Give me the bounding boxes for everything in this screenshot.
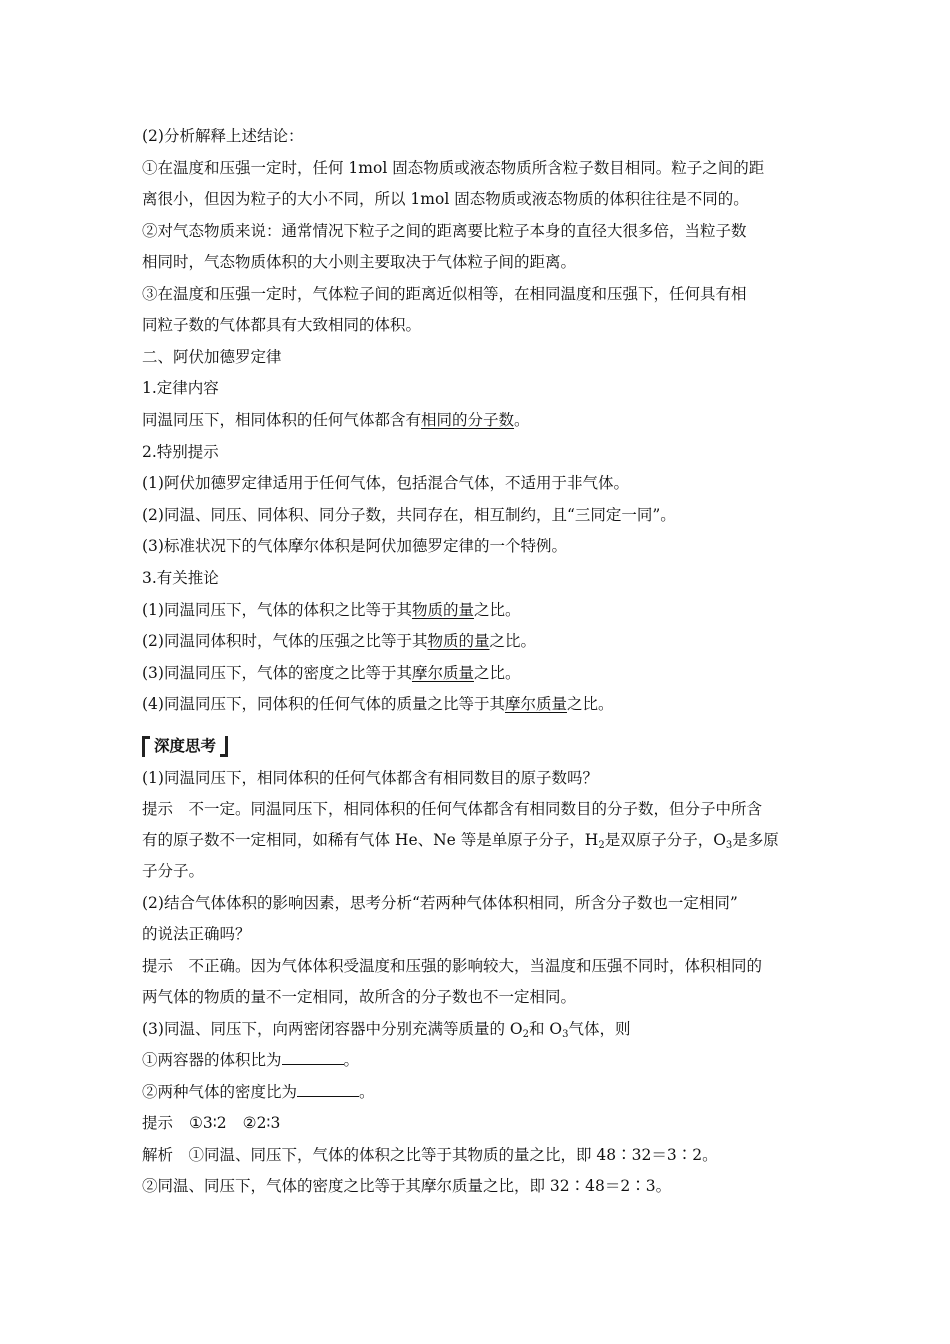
inference-end: 之比。 bbox=[566, 695, 614, 713]
answer-text: 是双原子分子，O bbox=[604, 831, 726, 849]
hint-line bbox=[142, 1113, 280, 1133]
question-line bbox=[142, 1019, 631, 1039]
subsection-heading: 2.特别提示 bbox=[142, 443, 219, 461]
analysis-line: ②同温、同压下，气体的密度之比等于其摩尔质量之比，即 32∶48＝2∶3。 bbox=[142, 1177, 672, 1195]
inference-end: 之比。 bbox=[489, 632, 536, 650]
answer-text: 是多原 bbox=[732, 831, 779, 849]
inference-end: 之比。 bbox=[473, 601, 521, 619]
question-text: ②两种气体的密度比为 bbox=[142, 1083, 298, 1101]
analysis-line: 解析 ①同温、同压下，气体的体积之比等于其物质的量之比，即 48∶32＝3∶2。 bbox=[142, 1146, 718, 1164]
question-line bbox=[142, 1082, 375, 1102]
deep-think-title: 深度思考 bbox=[154, 737, 217, 755]
hint-answer: ①3∶2 bbox=[189, 1114, 227, 1132]
inference-answer: 物质的量 bbox=[411, 601, 474, 619]
law-end: 。 bbox=[514, 411, 530, 429]
inference-line bbox=[142, 694, 614, 714]
inference-text: (3)同温同压下，气体的密度之比等于其 bbox=[142, 664, 412, 682]
subscript: 2 bbox=[598, 840, 605, 851]
inference-text: (2)同温同体积时，气体的压强之比等于其 bbox=[142, 632, 428, 650]
inference-line bbox=[142, 600, 521, 620]
question-line: (2)结合气体体积的影响因素，思考分析“若两种气体体积相同，所含分子数也一定相同” bbox=[142, 894, 738, 912]
inference-answer: 物质的量 bbox=[427, 632, 490, 650]
question-text: 气体，则 bbox=[568, 1020, 631, 1038]
answer-line: 提示 不正确。因为气体体积受温度和压强的影响较大，当温度和压强不同时，体积相同的 bbox=[142, 957, 763, 975]
period: 。 bbox=[343, 1051, 360, 1069]
question-line: (1)同温同压下，相同体积的任何气体都含有相同数目的原子数吗？ bbox=[142, 769, 598, 787]
inference-answer: 摩尔质量 bbox=[411, 664, 474, 682]
law-answer: 相同的分子数 bbox=[421, 411, 515, 429]
subscript: 2 bbox=[522, 1029, 529, 1040]
inference-line bbox=[142, 631, 536, 651]
paragraph-line: (2)同温、同压、同体积、同分子数，共同存在，相互制约，且“三同定一同”。 bbox=[142, 506, 676, 524]
hint-answer: ②2∶3 bbox=[242, 1114, 281, 1132]
inference-text: (1)同温同压下，气体的体积之比等于其 bbox=[142, 601, 412, 619]
paragraph-line: 同粒子数的气体都具有大致相同的体积。 bbox=[142, 316, 422, 334]
question-line bbox=[142, 1050, 359, 1070]
answer-line: 两气体的物质的量不一定相同，故所含的分子数也不一定相同。 bbox=[142, 988, 577, 1006]
question-text: 和 O bbox=[528, 1020, 563, 1038]
deep-think-label bbox=[142, 734, 228, 756]
subsection-heading: 1.定律内容 bbox=[142, 379, 219, 397]
paragraph-line: 相同时，气态物质体积的大小则主要取决于气体粒子间的距离。 bbox=[142, 253, 577, 271]
inference-end: 之比。 bbox=[473, 664, 521, 682]
question-text: ①两容器的体积比为 bbox=[142, 1051, 282, 1069]
answer-line: 提示 不一定。同温同压下，相同体积的任何气体都含有相同数目的分子数，但分子中所含 bbox=[142, 800, 763, 818]
period: 。 bbox=[359, 1083, 375, 1101]
answer-line bbox=[142, 830, 779, 850]
subscript: 3 bbox=[562, 1029, 569, 1040]
bracket-right-icon bbox=[220, 736, 228, 757]
hint-label: 提示 bbox=[142, 1114, 174, 1132]
section-heading: 二、阿伏加德罗定律 bbox=[142, 348, 282, 366]
subscript: 3 bbox=[725, 840, 733, 851]
subsection-heading: 3.有关推论 bbox=[142, 569, 219, 587]
inference-text: (4)同温同压下，同体积的任何气体的质量之比等于其 bbox=[142, 695, 505, 713]
inference-answer: 摩尔质量 bbox=[504, 695, 567, 713]
law-content-line bbox=[142, 410, 530, 430]
answer-blank bbox=[297, 1082, 359, 1097]
paragraph-line: 离很小，但因为粒子的大小不同，所以 1mol 固态物质或液态物质的体积往往是不同的。 bbox=[142, 190, 749, 208]
answer-blank bbox=[282, 1050, 344, 1065]
paragraph-line: (3)标准状况下的气体摩尔体积是阿伏加德罗定律的一个特例。 bbox=[142, 537, 567, 555]
paragraph-line: (1)阿伏加德罗定律适用于任何气体，包括混合气体，不适用于非气体。 bbox=[142, 474, 629, 492]
question-text: (3)同温、同压下，向两密闭容器中分别充满等质量的 O bbox=[142, 1020, 523, 1038]
paragraph-line: ②对气态物质来说：通常情况下粒子之间的距离要比粒子本身的直径大很多倍，当粒子数 bbox=[142, 222, 747, 240]
bracket-left-icon bbox=[142, 736, 150, 757]
question-line: 的说法正确吗？ bbox=[142, 925, 251, 943]
answer-line: 子分子。 bbox=[142, 862, 205, 880]
answer-text: 有的原子数不一定相同，如稀有气体 He、Ne 等是单原子分子，H bbox=[142, 831, 599, 849]
paragraph-line: ③在温度和压强一定时，气体粒子间的距离近似相等，在相同温度和压强下，任何具有相 bbox=[142, 285, 747, 303]
inference-line bbox=[142, 663, 521, 683]
law-text: 同温同压下，相同体积的任何气体都含有 bbox=[142, 411, 422, 429]
subsection-heading: (2)分析解释上述结论： bbox=[142, 127, 304, 145]
paragraph-line: ①在温度和压强一定时，任何 1mol 固态物质或液态物质所含粒子数目相同。粒子之间的距 bbox=[142, 159, 765, 177]
